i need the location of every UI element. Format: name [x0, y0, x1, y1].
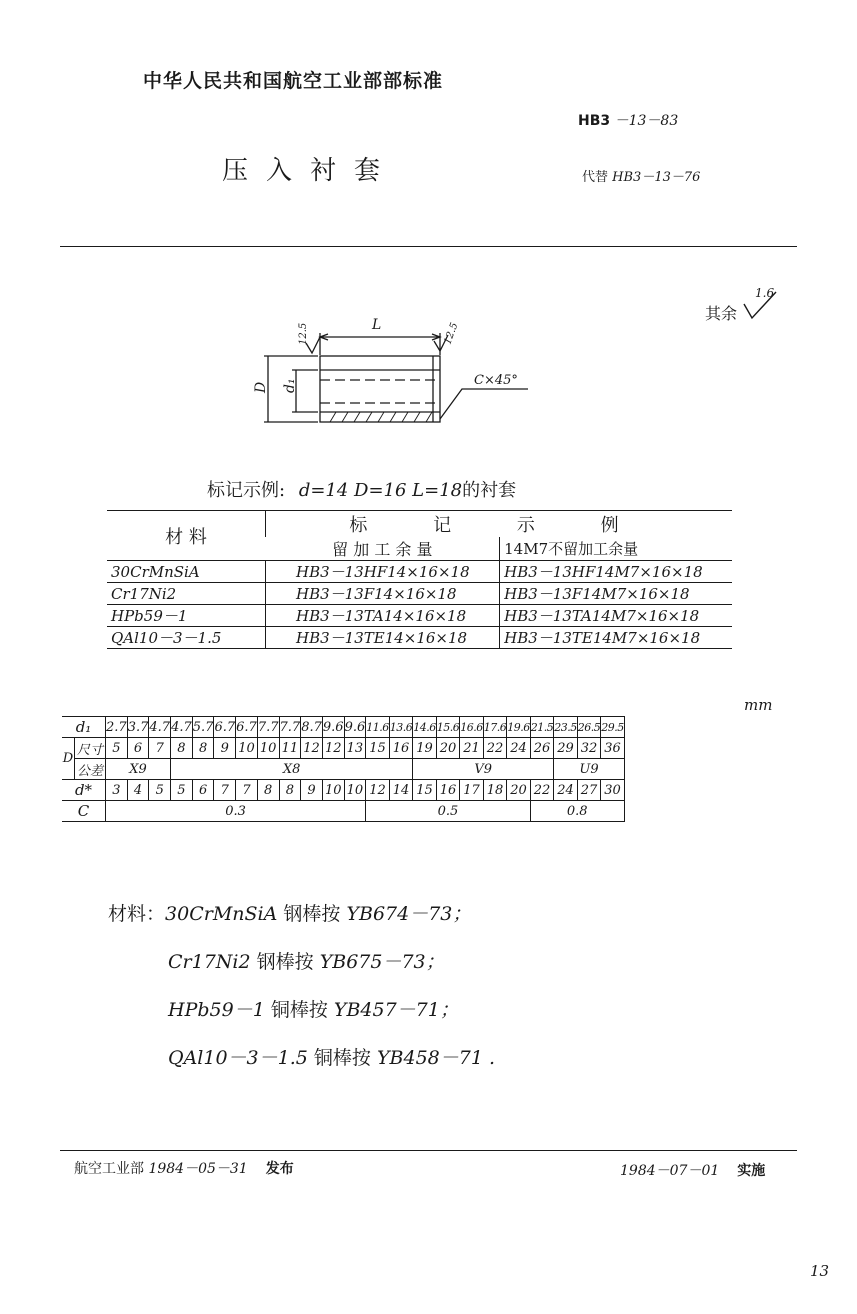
material-line: QAl10－3－1.5 铜棒按 YB458－71 . — [168, 1047, 495, 1069]
size-cell: 7 — [149, 738, 171, 759]
size-cell: 7.7 — [279, 717, 301, 738]
size-cell: 8.7 — [301, 717, 323, 738]
size-cell: 17 — [460, 780, 484, 801]
size-cell: 6.7 — [214, 717, 236, 738]
dim-L-label: L — [372, 317, 382, 333]
size-cell: 29.5 — [601, 717, 625, 738]
size-cell: 27 — [577, 780, 601, 801]
sub-no-allowance: 14M7不留加工余量 — [500, 537, 732, 561]
size-cell: 5.7 — [192, 717, 214, 738]
size-cell: 10 — [236, 738, 258, 759]
size-cell: 16.6 — [460, 717, 484, 738]
size-cell: 20 — [436, 738, 460, 759]
effective-info: 1984－07－01 实施 — [620, 1163, 766, 1179]
size-cell: 13.6 — [389, 717, 413, 738]
size-cell: 32 — [577, 738, 601, 759]
size-cell: 22 — [530, 780, 554, 801]
row-C: C 0.3 0.5 0.8 — [62, 801, 624, 822]
size-cell: 12 — [366, 780, 390, 801]
size-cell: 10 — [322, 780, 344, 801]
size-cell: 4.7 — [149, 717, 171, 738]
size-cell: 30 — [601, 780, 625, 801]
dim-d1-label: d₁ — [282, 378, 298, 393]
sub-allowance: 留 加 工 余 量 — [266, 537, 500, 561]
table-row: HPb59－1 HB3－13TA14×16×18 HB3－13TA14M7×16×18 — [107, 605, 732, 627]
size-cell: 8 — [192, 738, 214, 759]
size-cell: 16 — [436, 780, 460, 801]
size-cell: 23.5 — [554, 717, 578, 738]
size-cell: 21.5 — [530, 717, 554, 738]
size-cell: 18 — [483, 780, 507, 801]
size-cell: 26.5 — [577, 717, 601, 738]
size-cell: 9.6 — [322, 717, 344, 738]
roughness-label-1: 12.5 — [298, 322, 309, 345]
material-line: HPb59－1 铜棒按 YB457－71； — [168, 999, 459, 1021]
size-cell: 8 — [279, 780, 301, 801]
size-cell: 3.7 — [127, 717, 149, 738]
roughness-label-2: 12.5 — [442, 321, 461, 347]
materials-note — [108, 890, 495, 1082]
org-title: 中华人民共和国航空工业部部标准 — [143, 70, 444, 92]
size-cell: 8 — [257, 780, 279, 801]
size-cell: 7 — [214, 780, 236, 801]
size-cell: 7.7 — [257, 717, 279, 738]
row-D-size: D 尺寸 5 6 7 8 8 9 10 10 11 12 12 13 15 16 19 20 21 22 24 26 29 32 36 — [62, 738, 624, 759]
footer-rule — [60, 1150, 797, 1151]
marking-table — [107, 510, 732, 649]
size-cell: 17.6 — [483, 717, 507, 738]
material-line: 材料：30CrMnSiA 钢棒按 YB674－73； — [108, 903, 472, 925]
size-cell: 16 — [389, 738, 413, 759]
size-cell: 2.7 — [106, 717, 128, 738]
size-cell: 14 — [389, 780, 413, 801]
size-cell: 10 — [344, 780, 366, 801]
document-title: 压入衬套 — [222, 156, 399, 186]
replaces-standard: 代替 HB3－13－76 — [582, 170, 701, 185]
size-cell: 15.6 — [436, 717, 460, 738]
size-cell: 19 — [413, 738, 437, 759]
size-cell: 5 — [106, 738, 128, 759]
size-cell: 7 — [236, 780, 258, 801]
size-cell: 24 — [554, 780, 578, 801]
row-D-tolerance: 公差 X9 X8 V9 U9 — [62, 759, 624, 780]
size-cell: 24 — [507, 738, 531, 759]
size-cell: 9.6 — [344, 717, 366, 738]
marking-example: 标记示例: d=14 D=16 L=18的衬套 — [207, 480, 517, 501]
col-marking: 标 记 示 例 — [266, 511, 733, 538]
material-line: Cr17Ni2 钢棒按 YB675－73； — [168, 951, 445, 973]
row-d1: d₁ 2.7 3.7 4.7 4.7 5.7 6.7 6.7 7.7 7.7 8.7 9.6 9.6 11.6 13.6 14.6 15.6 16.6 17.6 19.6 21.5 23.5 26.5 29.5 — [62, 717, 624, 738]
size-cell: 5 — [171, 780, 193, 801]
size-cell: 15 — [366, 738, 390, 759]
size-cell: 5 — [149, 780, 171, 801]
roughness-value: 1.6 — [755, 286, 775, 300]
issue-info: 航空工业部 1984－05－31 发布 — [74, 1161, 294, 1177]
size-cell: 12 — [301, 738, 323, 759]
page-number: 13 — [810, 1262, 830, 1280]
size-cell: 11.6 — [366, 717, 390, 738]
size-cell: 9 — [301, 780, 323, 801]
size-cell: 9 — [214, 738, 236, 759]
size-cell: 6 — [127, 738, 149, 759]
size-cell: 3 — [106, 780, 128, 801]
size-cell: 14.6 — [413, 717, 437, 738]
size-cell: 12 — [322, 738, 344, 759]
roughness-note: 其余 1.6 — [705, 290, 780, 324]
header-rule — [60, 246, 797, 247]
size-table — [62, 716, 625, 822]
row-d: d* 3 4 5 5 6 7 7 8 8 9 10 10 12 14 15 16 17 18 20 22 24 27 30 — [62, 780, 624, 801]
size-cell: 4.7 — [171, 717, 193, 738]
dim-D-label: D — [253, 381, 269, 393]
size-cell: 11 — [279, 738, 301, 759]
size-cell: 8 — [171, 738, 193, 759]
size-cell: 15 — [413, 780, 437, 801]
standard-number: HB3 －13－83 — [578, 113, 679, 129]
size-cell: 4 — [127, 780, 149, 801]
size-cell: 20 — [507, 780, 531, 801]
unit-label: mm — [744, 696, 773, 714]
col-material: 材 料 — [107, 511, 266, 561]
size-cell: 22 — [483, 738, 507, 759]
table-row: QAl10－3－1.5 HB3－13TE14×16×18 HB3－13TE14M7×16×18 — [107, 627, 732, 649]
size-cell: 29 — [554, 738, 578, 759]
size-cell: 36 — [601, 738, 625, 759]
chamfer-label: C×45° — [474, 373, 518, 388]
size-cell: 6 — [192, 780, 214, 801]
table-row: Cr17Ni2 HB3－13F14×16×18 HB3－13F14M7×16×18 — [107, 583, 732, 605]
table-row: 30CrMnSiA HB3－13HF14×16×18 HB3－13HF14M7×16×18 — [107, 561, 732, 583]
size-cell: 21 — [460, 738, 484, 759]
size-cell: 6.7 — [236, 717, 258, 738]
size-cell: 19.6 — [507, 717, 531, 738]
size-cell: 26 — [530, 738, 554, 759]
size-cell: 10 — [257, 738, 279, 759]
size-cell: 13 — [344, 738, 366, 759]
bushing-drawing — [250, 305, 550, 435]
